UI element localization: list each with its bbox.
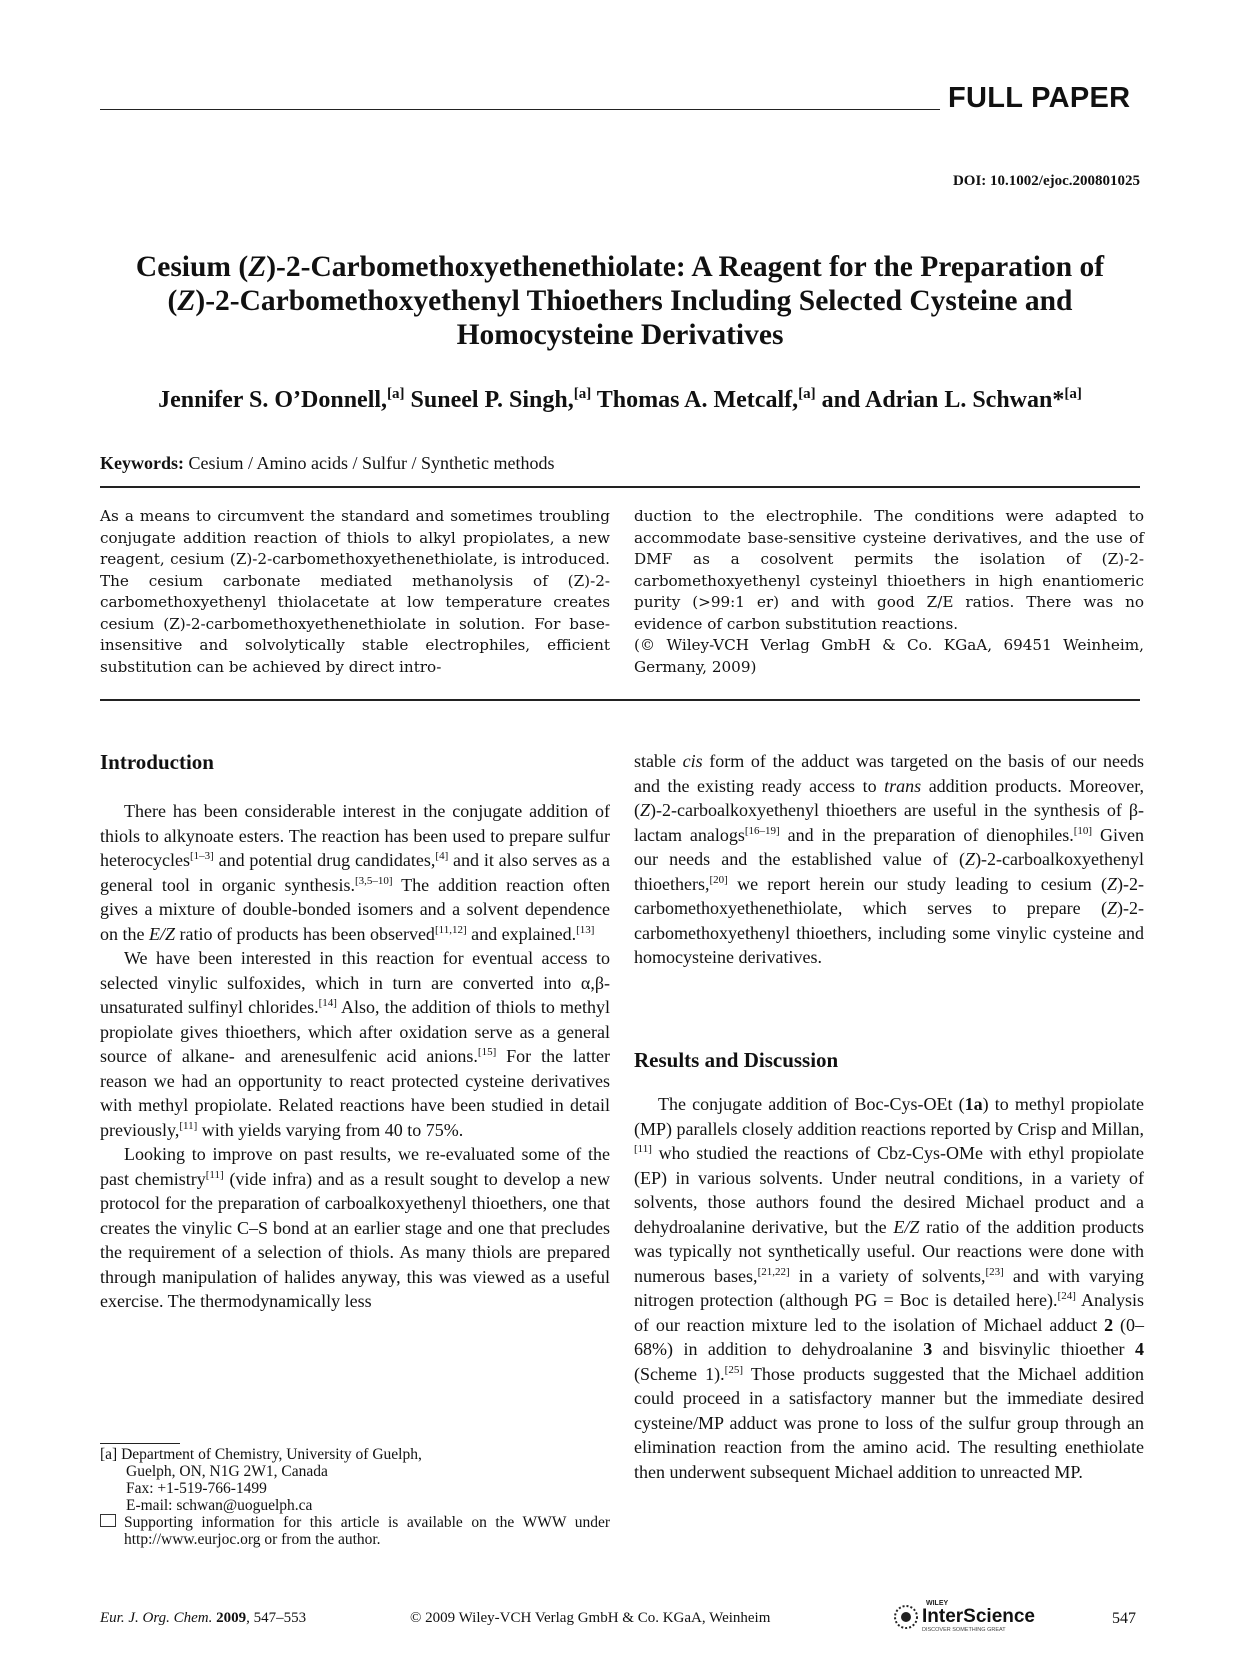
citation: [20] xyxy=(709,873,728,886)
interscience-logo xyxy=(892,1597,1062,1633)
author: Thomas A. Metcalf, xyxy=(596,387,799,413)
doi: DOI: 10.1002/ejoc.200801025 xyxy=(952,173,1140,189)
affiliation-mark: [a] xyxy=(573,386,592,402)
citation: [11,12] xyxy=(434,923,467,936)
author-list xyxy=(100,386,1140,414)
compound-number: 2 xyxy=(1104,1314,1114,1335)
footer-citation: Eur. J. Org. Chem. 2009, 547–553 xyxy=(100,1610,307,1626)
paragraph: stable cis form of the adduct was targeted on the basis of our needs and the existing ready access to trans addition products. Moreover, (Z)-2-carboalkoxyethenyl thioethers are useful in the synthesis of β-lactam analogs[16–19] and in the preparation of dienophiles.[10] Given our needs and the established value of (Z)-2-carboalkoxyethenyl thioethers,[20] we report herein our study leading to cesium (Z)-2-carbomethoxyethenethiolate, which serves to prepare (Z)-2-carbomethoxyethenyl thioethers, including some vinylic cysteine and homocysteine derivatives. xyxy=(634,751,1144,967)
citation: [3,5–10] xyxy=(354,874,393,887)
abstract-top-rule xyxy=(100,486,1140,488)
citation: [11] xyxy=(205,1168,224,1181)
affiliation-mark: [a] xyxy=(387,386,405,402)
paragraph: We have been interested in this reaction for eventual access to selected vinylic sulfoxides, which in turn are converted into α,β-unsaturated sulfinyl chlorides.[14] Also, the addition of thiols to methyl propiolate gives thioethers, which after oxidation serve as a general source of alkane- and arenesulfenic acid anions.[15] For the latter reason we had an opportunity to react protected cysteine derivatives with methyl propiolate. Related reactions have been studied in detail previously,[11] with yields varying from 40 to 75%. xyxy=(100,948,611,1140)
footnote-rule xyxy=(100,1443,180,1444)
affiliation-mark: [a] xyxy=(798,386,816,402)
affiliation-mark: [a] xyxy=(1064,386,1082,402)
citation: [16–19] xyxy=(744,824,780,837)
citation: [14] xyxy=(318,997,337,1009)
affiliation-footnote: [a] Department of Chemistry, University of Guelph, Guelph, ON, N1G 2W1, Canada Fax: +1-519-766-1499 E-mail: schwan@uoguelph.ca Supporting information for this article is available on the WWW under http://www.eurjoc.org or from the author. xyxy=(100,1446,610,1548)
citation: [10] xyxy=(1073,824,1093,837)
keywords-value: Cesium / Amino acids / Sulfur / Synthetic methods xyxy=(188,453,555,473)
supporting-info: Supporting information for this article is available on the WWW under http://www.eurjoc.org or from the author. xyxy=(124,1514,610,1548)
citation: [11] xyxy=(634,1143,652,1155)
citation: [23] xyxy=(985,1265,1004,1278)
svg-text:WILEY: WILEY xyxy=(926,1600,949,1607)
citation: [4] xyxy=(435,850,449,862)
paragraph: The conjugate addition of Boc-Cys-OEt (1a) to methyl propiolate (MP) parallels closely addition reactions reported by Crisp and Millan,[11] who studied the reactions of Cbz-Cys-OMe with ethyl propiolate (EP) in various solvents. Under neutral conditions, in a variety of solvents, those authors found the desired Michael product and a dehydroalanine derivative, but the E/Z ratio of the addition products was typically not synthetically useful. Our reactions were done with numerous bases,[21,22] in a variety of solvents,[23] and with varying nitrogen protection (although PG = Boc is detailed here).[24] Analysis of our reaction mixture led to the isolation of Michael adduct 2 (0–68%) in addition to dehydroalanine 3 and bisvinylic thioether 4 (Scheme 1).[25] Those products suggested that the Michael addition could proceed in a satisfactory manner but the immediate desired cysteine/MP adduct was prone to loss of the sulfur group through an elimination reaction from the amino acid. The resulting enethiolate then underwent subsequent Michael addition to unreacted MP. xyxy=(634,1094,1145,1482)
paragraph: There has been considerable interest in the conjugate addition of thiols to alkynoate esters. The reaction has been used to prepare sulfur heterocycles[1–3] and potential drug candidates,[4] and it also serves as a general tool in organic synthesis.[3,5–10] The addition reaction often gives a mixture of double-bonded isomers and a solvent dependence on the E/Z ratio of products has been observed[11,12] and explained.[13] xyxy=(100,801,611,944)
citation: [25] xyxy=(724,1363,743,1376)
abstract-bottom-rule xyxy=(100,699,1140,701)
compound-number: 4 xyxy=(1135,1339,1145,1359)
section-label: FULL PAPER xyxy=(948,82,1131,114)
citation: [15] xyxy=(477,1046,497,1058)
interscience-logo-icon xyxy=(892,1597,1062,1633)
citation: [1–3] xyxy=(189,850,214,862)
compound-number: 1a xyxy=(964,1094,983,1114)
intro-body xyxy=(100,799,610,1314)
intro-heading: Introduction xyxy=(100,750,214,774)
author: and Adrian L. Schwan* xyxy=(821,387,1065,413)
citation: [24] xyxy=(1057,1290,1076,1302)
results-heading: Results and Discussion xyxy=(634,1048,839,1072)
results-body xyxy=(634,1092,1144,1484)
citation: [13] xyxy=(576,923,595,936)
abstract-left: As a means to circumvent the standard and sometimes troubling conjugate addition reaction of thiols to alkyl propiolates, a new reagent, cesium (Z)-2-carbomethoxyethenethiolate, is introduced. The cesium carbonate mediated methanolysis of (Z)-2-carbomethoxyethenyl thiolacetate at low temperature creates cesium (Z)-2-carbomethoxyethenethiolate in solution. For base-insensitive and solvolytically stable electrophiles, efficient substitution can be achieved by direct intro- xyxy=(100,507,610,676)
author: Suneel P. Singh, xyxy=(410,387,574,413)
article-title: Cesium (Z)-2-Carbomethoxyethenethiolate: A Reagent for the Preparation of (Z)-2-Carbomethoxyethenyl Thioethers Including Selected Cysteine and Homocysteine Derivatives xyxy=(135,251,1105,351)
author: Jennifer S. O’Donnell, xyxy=(158,387,388,413)
keywords xyxy=(100,453,555,474)
supporting-info-icon xyxy=(100,1514,116,1527)
abstract-copyright: (© Wiley-VCH Verlag GmbH & Co. KGaA, 69451 Weinheim, Germany, 2009) xyxy=(634,636,1144,676)
compound-number: 3 xyxy=(923,1339,933,1359)
svg-text:InterScience: InterScience xyxy=(922,1606,1035,1627)
footnote-marker: [a] xyxy=(100,1446,118,1463)
svg-text:DISCOVER SOMETHING GREAT: DISCOVER SOMETHING GREAT xyxy=(922,1627,1006,1633)
paragraph: Looking to improve on past results, we re-evaluated some of the past chemistry[11] (vide infra) and as a result sought to develop a new protocol for the preparation of carboalkoxyethenyl thioethers, one that creates the vinylic C–S bond at an earlier stage and one that precludes the requirement of a selection of thiols. As many thiols are prepared through manipulation of halides anyway, this was viewed as a useful exercise. The thermodynamically less xyxy=(100,1144,610,1311)
page-number: 547 xyxy=(1112,1610,1136,1627)
abstract-right: duction to the electrophile. The conditions were adapted to accommodate base-sensitive cysteine derivatives, and the use of DMF as a cosolvent permits the isolation of (Z)-2-carbomethoxyethenyl cysteinyl thioethers in high enantiomeric purity (>99:1 er) and with good Z/E ratios. There was no evidence of carbon substitution reactions. (© Wiley-VCH Verlag GmbH & Co. KGaA, 69451 Weinheim, Germany, 2009) xyxy=(634,506,1144,678)
intro-continued xyxy=(634,749,1144,970)
citation: [21,22] xyxy=(757,1265,790,1278)
header-rule xyxy=(100,109,940,110)
citation: [11] xyxy=(179,1119,198,1132)
footer-copyright: © 2009 Wiley-VCH Verlag GmbH & Co. KGaA, Weinheim xyxy=(410,1610,771,1626)
keywords-label: Keywords: xyxy=(100,453,184,473)
